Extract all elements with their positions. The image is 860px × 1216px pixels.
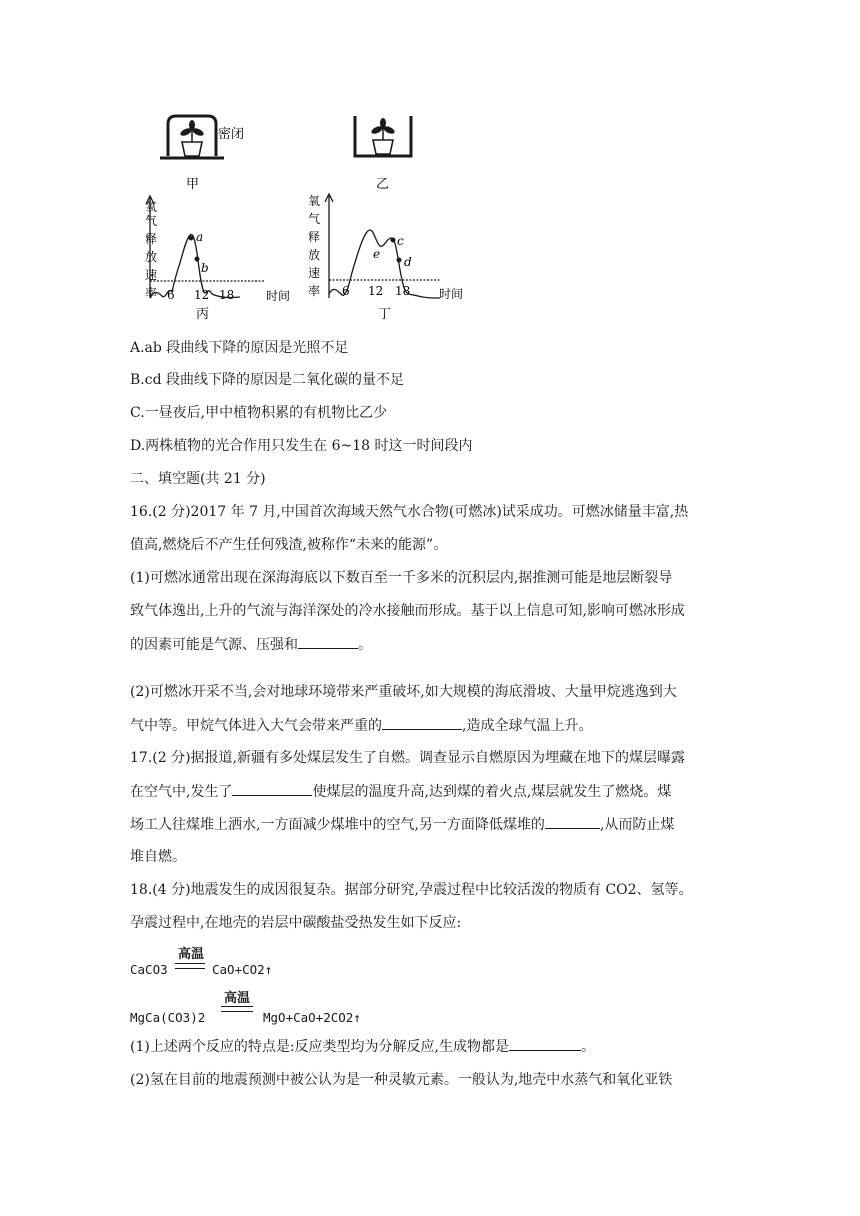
q16-p1-line-3 [130, 634, 372, 655]
ylabel-ding-3: 放 [308, 248, 321, 262]
ylabel-bing-0: 氧 [145, 200, 158, 214]
q18-blank-1[interactable] [509, 1036, 581, 1051]
ylabel-ding-5: 率 [308, 284, 321, 298]
q18-p1-text-b: 。 [581, 1039, 595, 1055]
reaction-2-equals [221, 1006, 253, 1012]
q16-blank-2[interactable] [382, 715, 462, 730]
option-d: D.两株植物的光合作用只发生在 6~18 时这一时间段内 [130, 438, 473, 454]
ylabel-ding-2: 释 [308, 230, 321, 244]
ylabel-ding-4: 速 [308, 266, 321, 280]
xlabel-bing: 时间 [266, 289, 291, 303]
q17-text-c: 场工人往煤堆上洒水,一方面减少煤堆中的空气,另一方面降低煤堆的 [130, 817, 545, 833]
reaction-1-left: CaCO3 [130, 962, 168, 977]
option-a: A.ab 段曲线下降的原因是光照不足 [130, 340, 349, 356]
q17-line-4: 堆自燃。 [130, 849, 186, 865]
caption-bing: 丙 [196, 307, 210, 322]
caption-jia: 甲 [186, 177, 200, 192]
tick-ding-12: 12 [368, 284, 384, 298]
ylabel-bing-3: 放 [145, 250, 158, 264]
q18-line-2: 孕震过程中,在地壳的岩层中碳酸盐受热发生如下反应: [130, 915, 462, 931]
point-b: b [201, 261, 209, 275]
q18-p1-text-a: (1)上述两个反应的特点是:反应类型均为分解反应,生成物都是 [130, 1039, 509, 1055]
q16-blank-1[interactable] [298, 634, 358, 649]
point-e: e [373, 247, 381, 261]
tick-bing-18: 18 [219, 288, 235, 302]
apparatus-yi [355, 116, 411, 192]
q17-text-b: 使煤层的温度升高,达到煤的着火点,煤层就发生了燃烧。煤 [312, 784, 672, 800]
point-c: c [397, 234, 404, 248]
q17-blank-2[interactable] [545, 814, 600, 829]
xlabel-ding: 时间 [439, 287, 464, 301]
q17-text-a: 在空气中,发生了 [130, 784, 233, 800]
reaction-1-equals [175, 963, 205, 969]
sealed-label: 密闭 [218, 127, 245, 142]
ylabel-bing-5: 率 [145, 286, 158, 300]
q18-line-1: 18.(4 分)地震发生的成因很复杂。据部分研究,孕震过程中比较活泼的物质有 CO2、氢等。 [130, 882, 693, 898]
q17-text-d: ,从而防止煤 [599, 817, 675, 833]
tick-bing-6: 6 [167, 288, 175, 302]
reaction-2-condition: 高温 [223, 991, 250, 1006]
ylabel-bing-4: 速 [145, 268, 158, 282]
q16-p2-text-b: ,造成全球气温上升。 [462, 718, 593, 734]
q17-blank-1[interactable] [232, 781, 312, 796]
graph-bing [145, 196, 290, 322]
section-heading: 二、填空题(共 21 分) [130, 471, 266, 487]
option-c: C.一昼夜后,甲中植物积累的有机物比乙少 [130, 405, 388, 421]
reaction-1-right: CaO+CO2↑ [212, 962, 273, 977]
ylabel-ding-0: 氧 [308, 194, 321, 208]
tick-ding-6: 6 [342, 284, 350, 298]
q18-p1 [130, 1036, 595, 1057]
q16-p1-text-b: 。 [358, 637, 372, 653]
graph-ding [308, 194, 463, 322]
option-b: B.cd 段曲线下降的原因是二氧化碳的量不足 [130, 372, 404, 388]
point-d: d [404, 255, 412, 269]
caption-ding: 丁 [378, 307, 392, 322]
q17-line-2 [130, 781, 671, 802]
tick-ding-18: 18 [395, 284, 411, 298]
q16-line-1: 16.(2 分)2017 年 7 月,中国首次海域天然气水合物(可燃冰)试采成功。可燃冰储量丰富,热 [130, 504, 689, 520]
reaction-2-left: MgCa(CO3)2 [130, 1010, 206, 1025]
q16-p2-line-1: (2)可燃冰开采不当,会对地球环境带来严重破坏,如大规模的海底滑坡、大量甲烷逃逸到大 [130, 684, 677, 700]
reaction-2-right: MgO+CaO+2CO2↑ [263, 1010, 361, 1025]
q16-line-2: 值高,燃烧后不产生任何残渣,被称作“未来的能源”。 [130, 537, 448, 553]
apparatus-jia [160, 116, 244, 192]
q16-p1-text-a: 的因素可能是气源、压强和 [130, 637, 298, 653]
tick-bing-12: 12 [194, 288, 210, 302]
q18-p2: (2)氢在目前的地震预测中被公认为是一种灵敏元素。一般认为,地壳中水蒸气和氧化亚铁 [130, 1072, 673, 1088]
caption-yi: 乙 [376, 177, 390, 192]
reaction-1-condition: 高温 [177, 947, 204, 962]
point-a: a [196, 230, 204, 244]
q16-p2-text-a: 气中等。甲烷气体进入大气会带来严重的 [130, 718, 382, 734]
ylabel-ding-1: 气 [308, 212, 321, 226]
q16-p1-line-1: (1)可燃冰通常出现在深海海底以下数百至一千多米的沉积层内,据推测可能是地层断裂导 [130, 570, 673, 586]
q17-line-1: 17.(2 分)据报道,新疆有多处煤层发生了自燃。调查显示自燃原因为埋藏在地下的煤层曝露 [130, 750, 685, 766]
q16-p2-line-2 [130, 715, 592, 736]
ylabel-bing-2: 释 [145, 232, 158, 246]
ylabel-bing-1: 气 [145, 214, 158, 228]
q17-line-3 [130, 814, 674, 835]
q16-p1-line-2: 致气体逸出,上升的气流与海洋深处的冷水接触而形成。基于以上信息可知,影响可燃冰形成 [130, 603, 685, 619]
figure [140, 108, 485, 333]
